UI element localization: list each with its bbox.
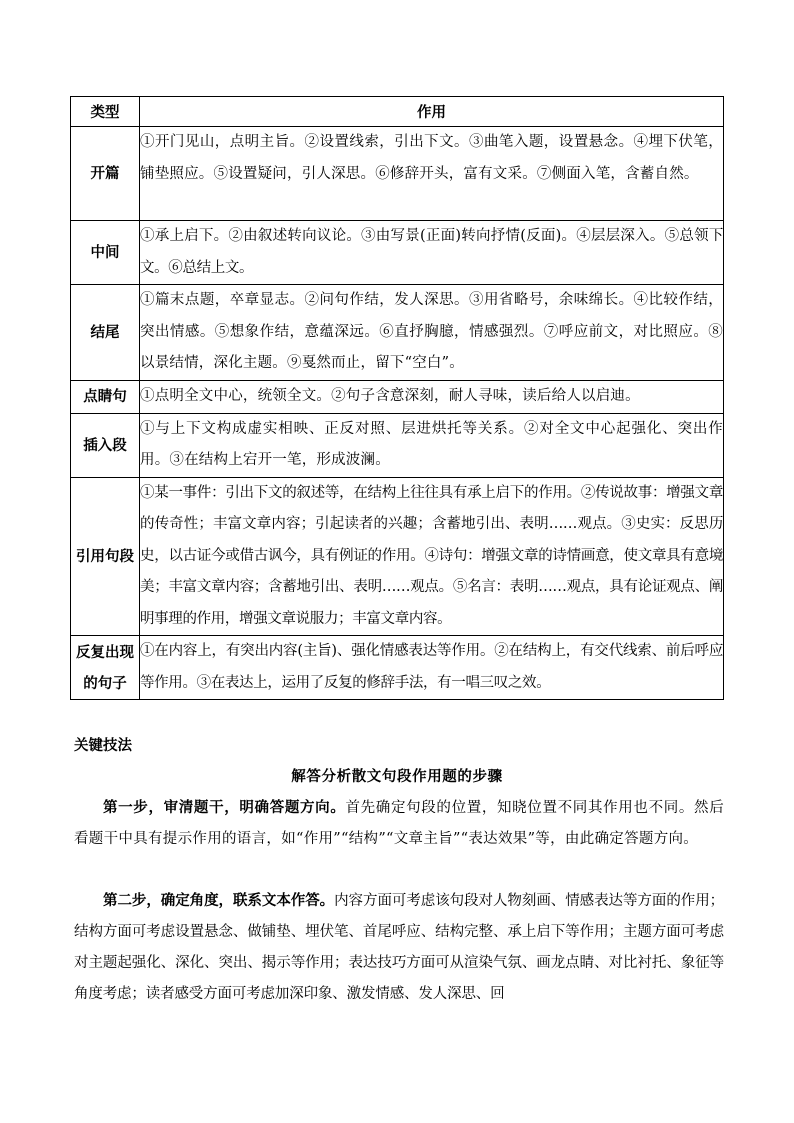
table-row [71,477,724,636]
row-type-cell: 结尾 [71,285,140,381]
paragraph-lead: 第一步，审清题干，明确答题方向。 [103,799,346,816]
row-text-cell: ①篇末点题，卒章显志。②问句作结，发人深思。③用省略号，余味绵长。④比较作结，突出情感。⑤想象作结，意蕴深远。⑥直抒胸臆，情感强烈。⑦呼应前文，对比照应。⑧以景结情，深化主题。⑨戛然而止，留下“空白”。 [140,285,724,381]
paragraph-text: 首先确定句段的位置，知晓位置不同其作用也不同。然后看题干中具有提示作用的语言，如“作用”“结构”“文章主旨”“表达效果”等，由此确定答题方向。 [74,800,724,847]
row-text-cell: ①开门见山，点明主旨。②设置线索，引出下文。③曲笔入题，设置悬念。④埋下伏笔，铺垫照应。⑤设置疑问，引人深思。⑥修辞开头，富有文采。⑦侧面入笔，含蓄自然。 [140,127,724,221]
header-type: 类型 [71,97,140,127]
row-text-cell: ①某一事件：引出下文的叙述等，在结构上往往具有承上启下的作用。②传说故事：增强文章的传奇性；丰富文章内容；引起读者的兴趣；含蓄地引出、表明……观点。③史实：反思历史，以古证今或借古讽今，具有例证的作用。④诗句：增强文章的诗情画意，使文章具有意境美；丰富文章内容；含蓄地引出、表明……观点。⑤名言：表明……观点，具有论证观点、阐明事理的作用，增强文章说服力；丰富文章内容。 [140,477,724,636]
table-header-row [71,97,724,127]
row-type-cell: 开篇 [71,127,140,221]
table-row [71,413,724,477]
paragraph-lead: 第二步，确定角度，联系文本作答。 [103,892,335,909]
row-text-cell: ①承上启下。②由叙述转向议论。③由写景(正面)转向抒情(反面)。④层层深入。⑤总领下文。⑥总结上文。 [140,221,724,285]
row-type-cell: 中间 [71,221,140,285]
function-table [70,96,724,700]
section-title: 解答分析散文句段作用题的步骤 [291,768,503,785]
row-text-cell: ①在内容上，有突出内容(主旨)、强化情感表达等作用。②在结构上，有交代线索、前后呼应等作用。③在表达上，运用了反复的修辞手法，有一唱三叹之效。 [140,636,724,700]
row-text-cell: ①与上下文构成虚实相映、正反对照、层进烘托等关系。②对全文中心起强化、突出作用。③在结构上宕开一笔，形成波澜。 [140,413,724,477]
table-row [71,285,724,381]
table-row [71,221,724,285]
row-type-cell: 反复出现的句子 [71,636,140,700]
row-text-cell: ①点明全文中心，统领全文。②句子含意深刻，耐人寻味，读后给人以启迪。 [140,380,724,413]
paragraph-step-2 [74,885,724,1010]
paragraph-step-1 [74,792,724,855]
row-type-cell: 引用句段 [71,477,140,636]
table-row [71,127,724,221]
section-label: 关键技法 [74,737,132,754]
table-row [71,380,724,413]
paragraph-text: 内容方面可考虑该句段对人物刻画、情感表达等方面的作用；结构方面可考虑设置悬念、做铺垫、埋伏笔、首尾呼应、结构完整、承上启下等作用；主题方面可考虑对主题起强化、深化、突出、揭示等作用；表达技巧方面可从渲染气氛、画龙点睛、对比衬托、象征等角度考虑；读者感受方面可考虑加深印象、激发情感、发人深思、回 [74,893,724,1002]
row-type-cell: 插入段 [71,413,140,477]
row-type-cell: 点睛句 [71,380,140,413]
header-function: 作用 [140,97,724,127]
table-row [71,636,724,700]
